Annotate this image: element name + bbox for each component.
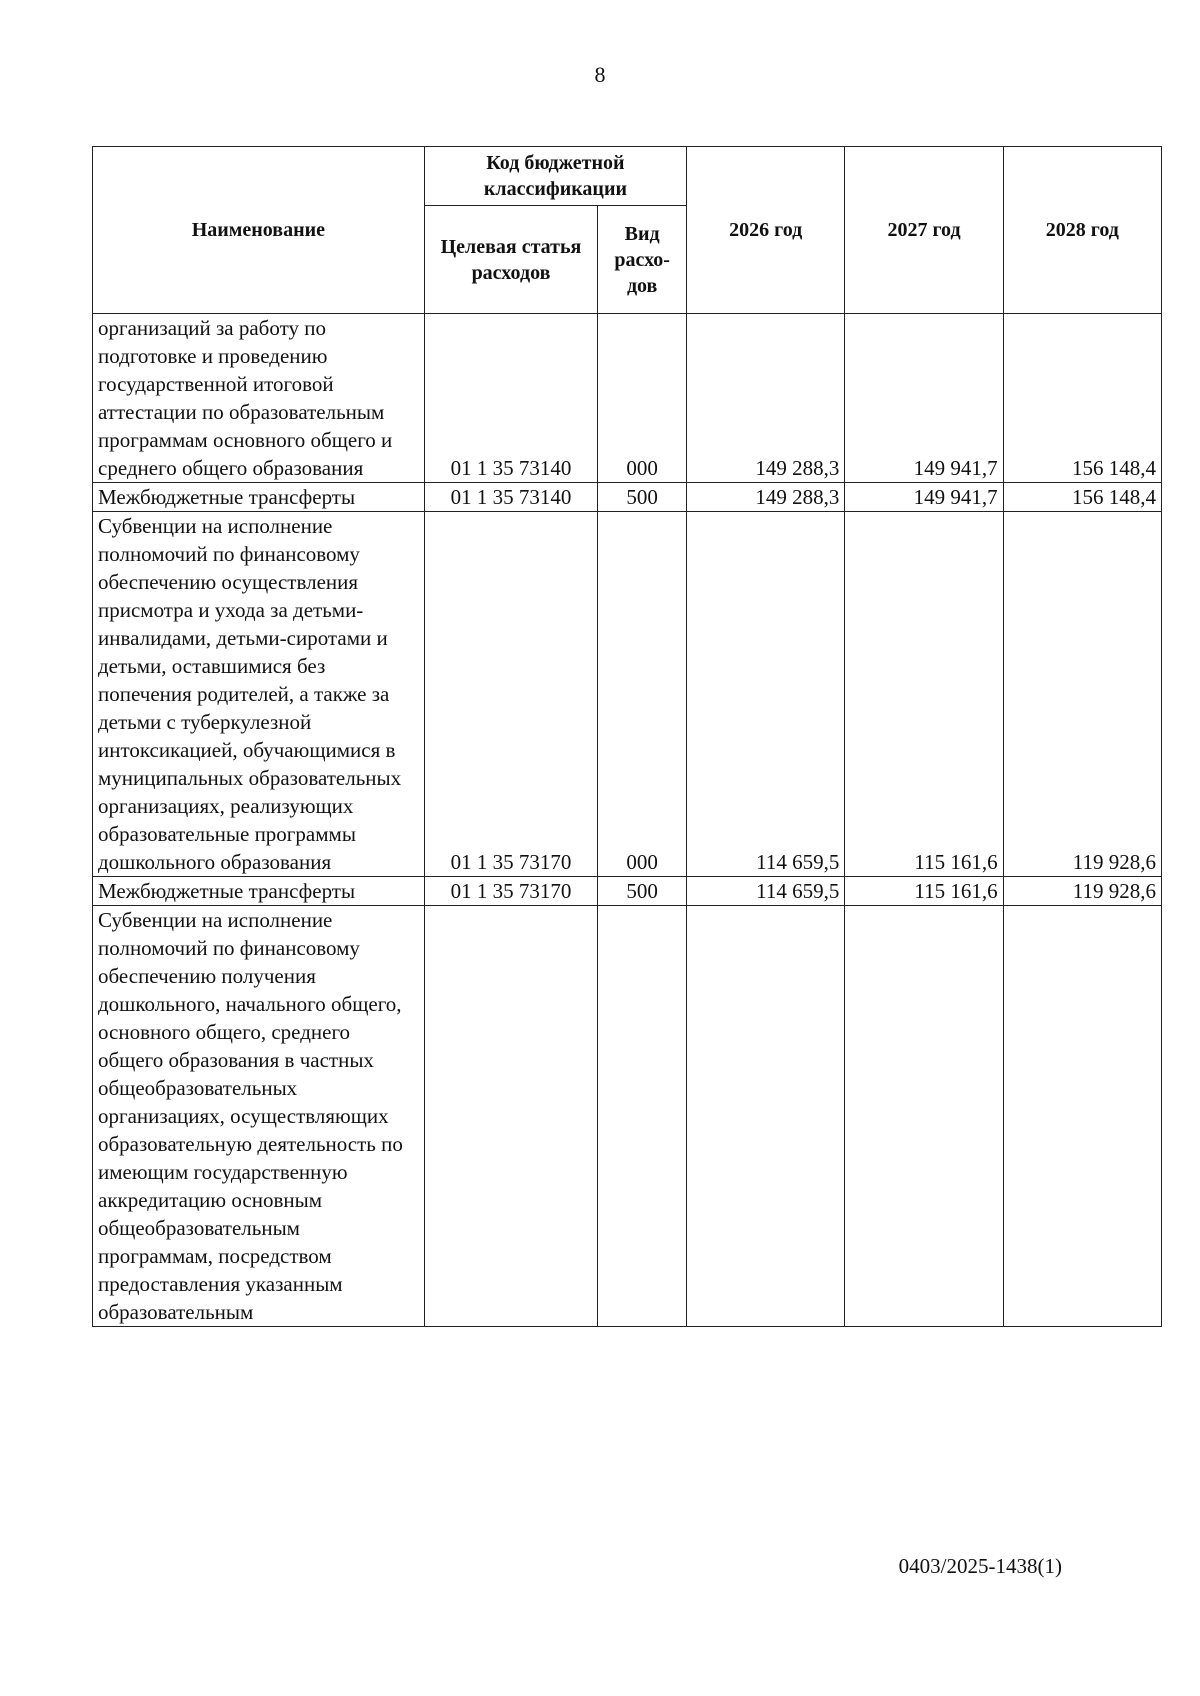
header-expense-type: Вид расхо-дов	[598, 206, 687, 314]
row-target-article	[424, 906, 597, 1327]
header-row-top	[93, 147, 1162, 206]
row-value-2028: 119 928,6	[1003, 877, 1161, 906]
row-value-2027: 115 161,6	[845, 877, 1003, 906]
table-row	[93, 877, 1162, 906]
header-name: Наименование	[93, 147, 425, 314]
table-row	[93, 483, 1162, 512]
row-target-article: 01 1 35 73140	[424, 314, 597, 483]
row-value-2027: 149 941,7	[845, 483, 1003, 512]
row-value-2026: 114 659,5	[687, 877, 845, 906]
row-expense-type: 000	[598, 512, 687, 877]
row-value-2026: 114 659,5	[687, 512, 845, 877]
row-expense-type: 000	[598, 314, 687, 483]
table-row	[93, 314, 1162, 483]
row-name: организаций за работу по подготовке и проведению государственной итоговой аттестации по образовательным программам основного общего и среднего общего образования	[93, 314, 425, 483]
row-name: Межбюджетные трансферты	[93, 483, 425, 512]
header-year-2027: 2027 год	[845, 147, 1003, 314]
row-name: Субвенции на исполнение полномочий по финансовому обеспечению получения дошкольного, начального общего, основного общего, среднего общего образования в частных общеобразовательных организациях, осуществляющих образовательную деятельность по имеющим государственную аккредитацию основным общеобразовательным программам, посредством предоставления указанным образовательным	[93, 906, 425, 1327]
row-value-2028: 156 148,4	[1003, 483, 1161, 512]
row-value-2026: 149 288,3	[687, 314, 845, 483]
table-row	[93, 512, 1162, 877]
header-year-2028: 2028 год	[1003, 147, 1161, 314]
table-row	[93, 906, 1162, 1327]
header-target-article: Целевая статья расходов	[424, 206, 597, 314]
row-value-2028: 119 928,6	[1003, 512, 1161, 877]
budget-table	[92, 146, 1162, 1327]
row-name: Субвенции на исполнение полномочий по финансовому обеспечению осуществления присмотра и ухода за детьми-инвалидами, детьми-сиротами и детьми, оставшимися без попечения родителей, а также за детьми с туберкулезной интоксикацией, обучающимися в муниципальных образовательных организациях, реализующих образовательные программы дошкольного образования	[93, 512, 425, 877]
row-value-2028	[1003, 906, 1161, 1327]
row-name: Межбюджетные трансферты	[93, 877, 425, 906]
row-value-2027	[845, 906, 1003, 1327]
row-target-article: 01 1 35 73170	[424, 877, 597, 906]
row-value-2027: 149 941,7	[845, 314, 1003, 483]
row-value-2027: 115 161,6	[845, 512, 1003, 877]
row-target-article: 01 1 35 73170	[424, 512, 597, 877]
row-value-2028: 156 148,4	[1003, 314, 1161, 483]
row-value-2026: 149 288,3	[687, 483, 845, 512]
row-expense-type	[598, 906, 687, 1327]
row-target-article: 01 1 35 73140	[424, 483, 597, 512]
row-expense-type: 500	[598, 483, 687, 512]
document-code: 0403/2025-1438(1)	[898, 1554, 1062, 1578]
header-year-2026: 2026 год	[687, 147, 845, 314]
page-number: 8	[594, 62, 606, 87]
header-code-group: Код бюджетной классификации	[424, 147, 686, 206]
row-value-2026	[687, 906, 845, 1327]
row-expense-type: 500	[598, 877, 687, 906]
